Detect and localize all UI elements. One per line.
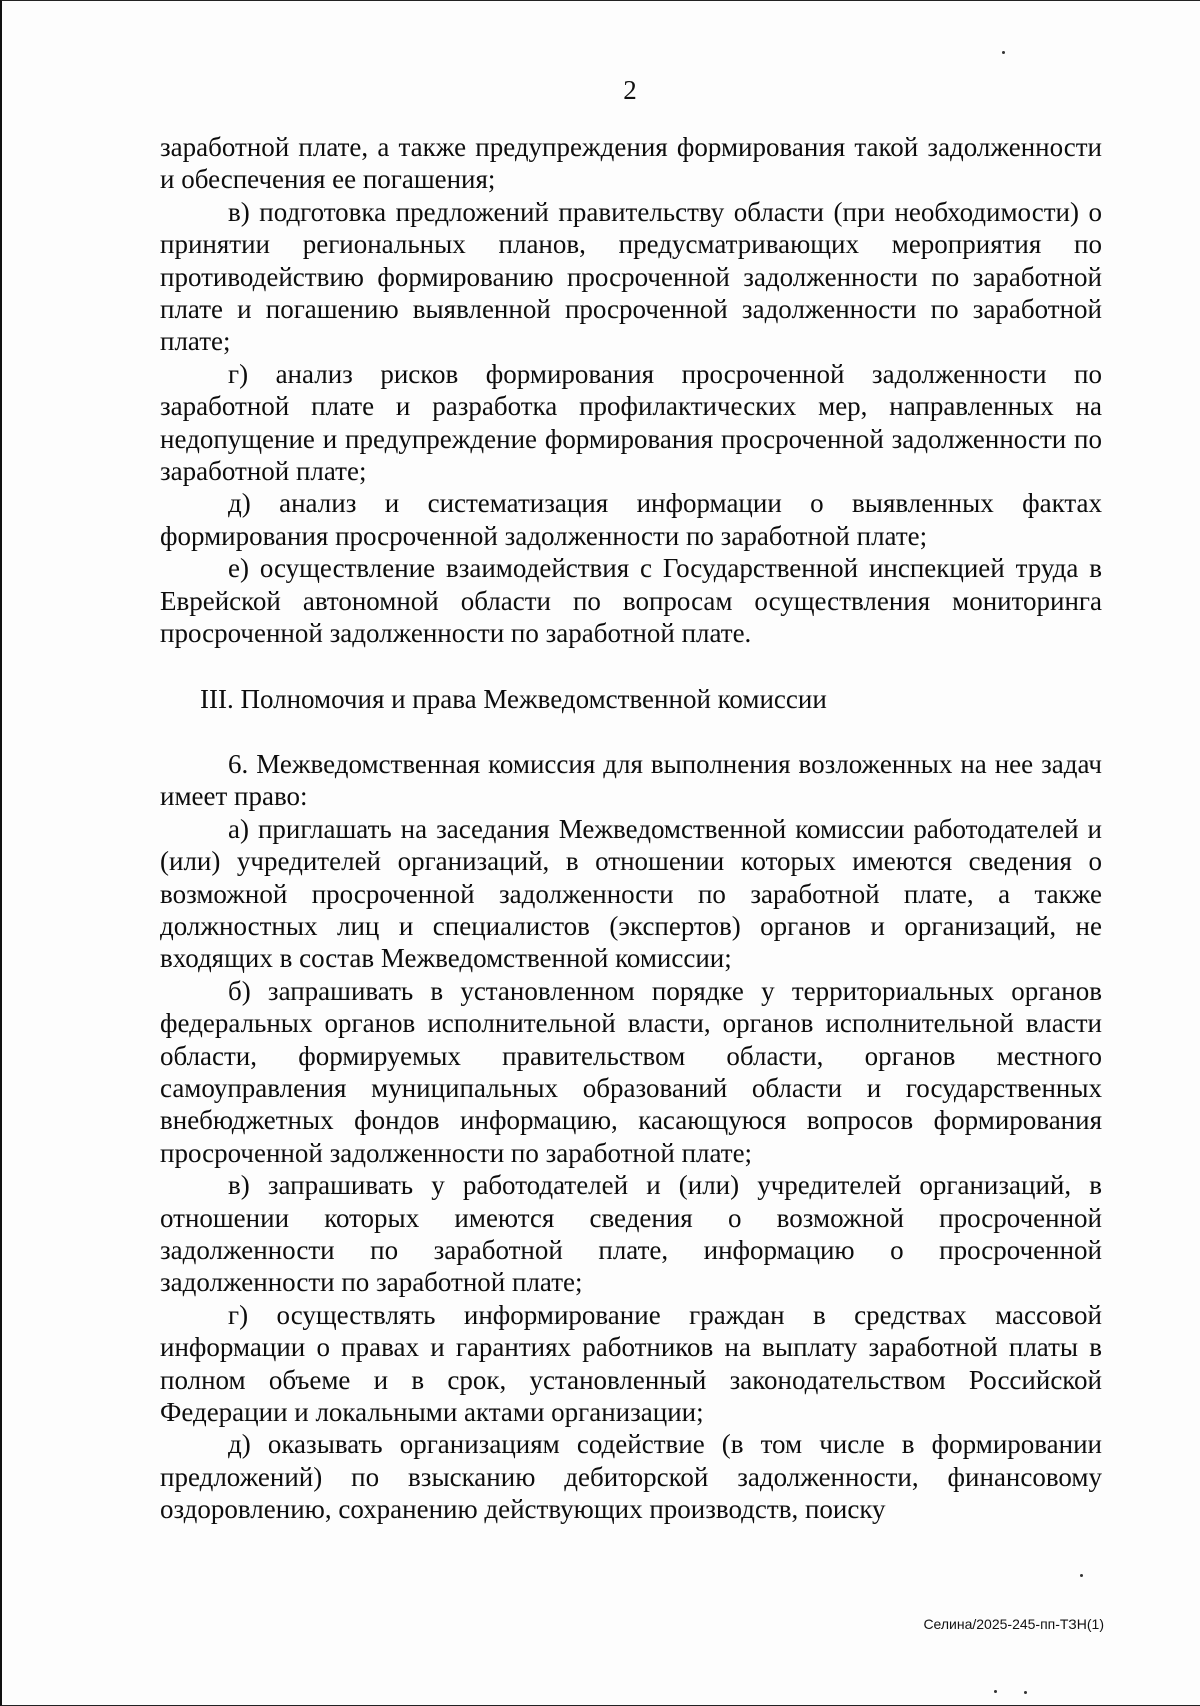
- scan-speck: [1024, 1691, 1027, 1694]
- scan-speck: [994, 1690, 997, 1693]
- paragraph-right-a: а) приглашать на заседания Межведомственной комиссии работодателей и (или) учредителей организаций, в отношении которых имеются сведения о возможной просроченной задолженности по заработной плате, а также должностных лиц и специалистов (экспертов) органов и организаций, не входящих в состав Межведомственной комиссии;: [160, 813, 1102, 974]
- paragraph-right-b: б) запрашивать в установленном порядке у территориальных органов федеральных органов исполнительной власти, органов исполнительной власти области, формируемых правительством области, органов местного самоуправления муниципальных образований области и государственных внебюджетных фондов информацию, касающуюся вопросов формирования просроченной задолженности по заработной плате;: [160, 975, 1102, 1168]
- paragraph-right-g: г) осуществлять информирование граждан в средствах массовой информации о правах и гарантиях работников на выплату заработной платы в полном объеме и в срок, установленный законодательством Российской Федерации и локальными актами организации;: [160, 1299, 1102, 1428]
- paragraph-clause-6: 6. Межведомственная комиссия для выполнения возложенных на нее задач имеет право:: [160, 748, 1102, 812]
- paragraph-continuation: заработной плате, а также предупреждения формирования такой задолженности и обеспечения ее погашения;: [160, 132, 1102, 195]
- paragraph-right-v: в) запрашивать у работодателей и (или) учредителей организаций, в отношении которых имеются сведения о возможной просроченной задолженности по заработной плате, информацию о просроченной задолженности по заработной плате;: [160, 1170, 1102, 1298]
- paragraph-item-v: в) подготовка предложений правительству области (при необходимости) о принятии региональных планов, предусматривающих мероприятия по противодействию формированию просроченной задолженности по заработной плате и погашению выявленной просроченной задолженности по заработной плате;: [160, 196, 1102, 357]
- paragraph-item-d: д) анализ и систематизация информации о выявленных фактах формирования просроченной задолженности по заработной плате;: [160, 488, 1102, 551]
- document-body: [160, 131, 1102, 1526]
- page-number: 2: [623, 75, 637, 105]
- paragraph-right-d: д) оказывать организациям содействие (в том числе в формировании предложений) по взысканию дебиторской задолженности, финансовому оздоровлению, сохранению действующих производств, поиску: [160, 1429, 1102, 1525]
- paragraph-item-g: г) анализ рисков формирования просроченной задолженности по заработной плате и разработка профилактических мер, направленных на недопущение и предупреждение формирования просроченной задолженности по заработной плате;: [160, 358, 1102, 487]
- section-heading: III. Полномочия и права Межведомственной комиссии: [200, 683, 827, 714]
- paragraph-item-e: е) осуществление взаимодействия с Государственной инспекцией труда в Еврейской автономной области по вопросам осуществления мониторинга просроченной задолженности по заработной плате.: [160, 553, 1102, 649]
- scan-speck: [1080, 1574, 1083, 1577]
- document-reference-footer: Селина/2025-245-пп-ТЗН(1): [923, 1616, 1104, 1632]
- scan-speck: [1002, 51, 1005, 54]
